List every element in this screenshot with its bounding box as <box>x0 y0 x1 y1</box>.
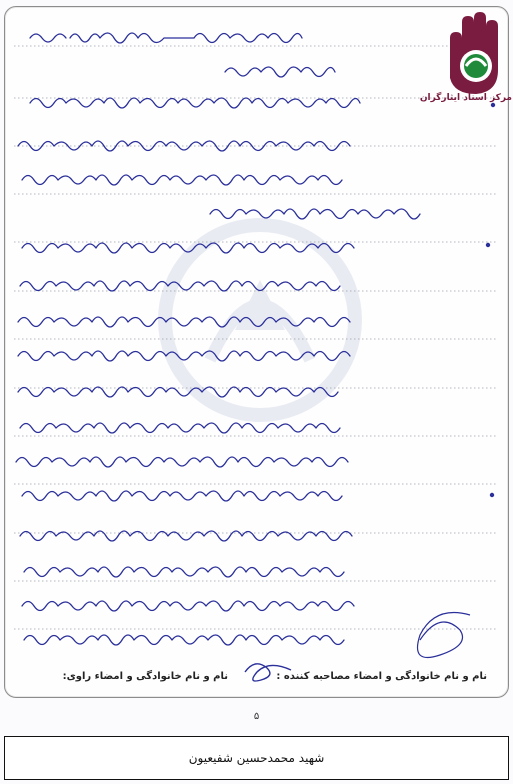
interviewer-signature-label: نام و نام خانوادگی و امضاء مصاحبه کننده : <box>276 671 487 682</box>
narrator-signature-label: نام و نام خانوادگی و امضاء راوی: <box>62 671 228 682</box>
signature-mark <box>418 613 471 658</box>
bullet-dot <box>486 243 490 247</box>
bullet-dot <box>490 493 494 497</box>
page-number: ۵ <box>253 711 260 722</box>
caption-box <box>4 736 509 780</box>
logo-text: مرکز اسناد ایثارگران <box>419 93 512 103</box>
caption-text: شهید محمدحسین شفیعیون <box>188 751 325 765</box>
